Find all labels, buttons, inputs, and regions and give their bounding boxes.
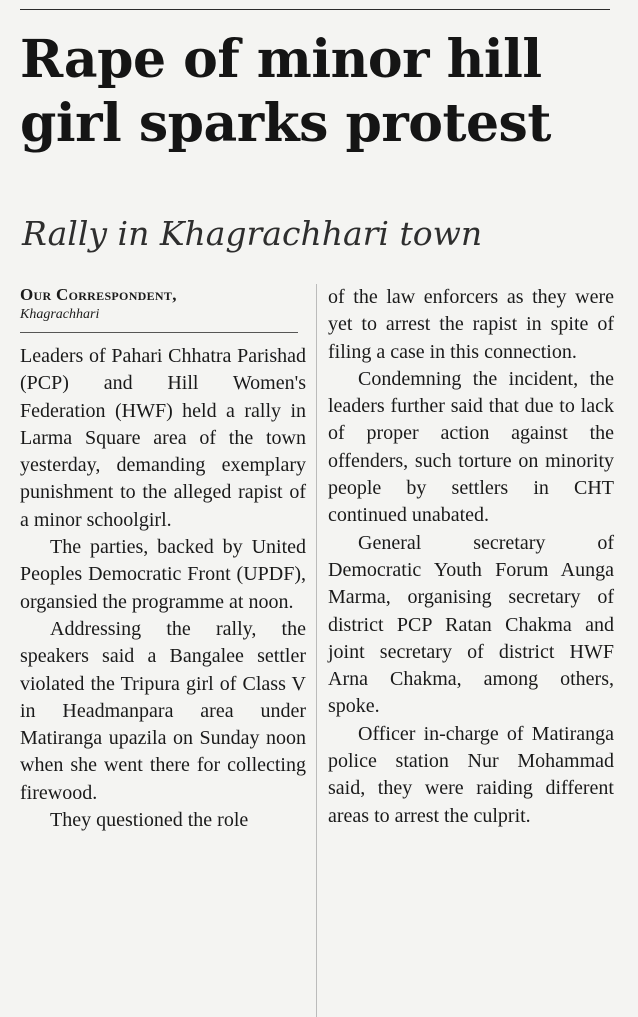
paragraph: Leaders of Pahari Chhatra Parishad (PCP) and Hill Women's Federation (HWF) held a rally in Larma Square area of the town yesterday, demanding exemplary punishment to the alleged rapist of a minor schoolgirl. <box>20 345 306 531</box>
dateline: Khagrachhari <box>20 307 100 322</box>
headline: Rape of minor hill girl sparks protest <box>20 29 551 154</box>
paragraph: Officer in-charge of Matiranga police station Nur Mohammad said, they were raiding different areas to arrest the culprit. <box>328 722 614 827</box>
article-column-left <box>20 284 306 834</box>
top-rule <box>20 9 610 10</box>
paragraph: of the law enforcers as they were yet to arrest the rapist in spite of filing a case in this connection. <box>328 286 614 363</box>
byline-rule <box>20 332 298 333</box>
article-column-right <box>328 284 614 830</box>
paragraph: Condemning the incident, the leaders further said that due to lack of proper action against the offenders, such torture on minority people by settlers in CHT continued unabated. <box>328 367 614 527</box>
subheadline: Rally in Khagrachhari town <box>22 214 483 253</box>
paragraph: General secretary of Democratic Youth Forum Aunga Marma, organising secretary of district PCP Ratan Chakma and joint secretary of district HWF Arna Chakma, among others, spoke. <box>328 531 614 718</box>
paragraph: They questioned the role <box>50 809 249 832</box>
paragraph: Addressing the rally, the speakers said a Bangalee settler violated the Tripura girl of Class V in Headmanpara area under Matiranga upazila on Sunday noon when she went there for collecting firewood. <box>20 617 306 804</box>
paragraph: The parties, backed by United Peoples Democratic Front (UPDF), organsied the programme at noon. <box>20 536 306 613</box>
column-divider <box>316 284 317 1017</box>
byline: Our Correspondent, <box>20 285 177 304</box>
